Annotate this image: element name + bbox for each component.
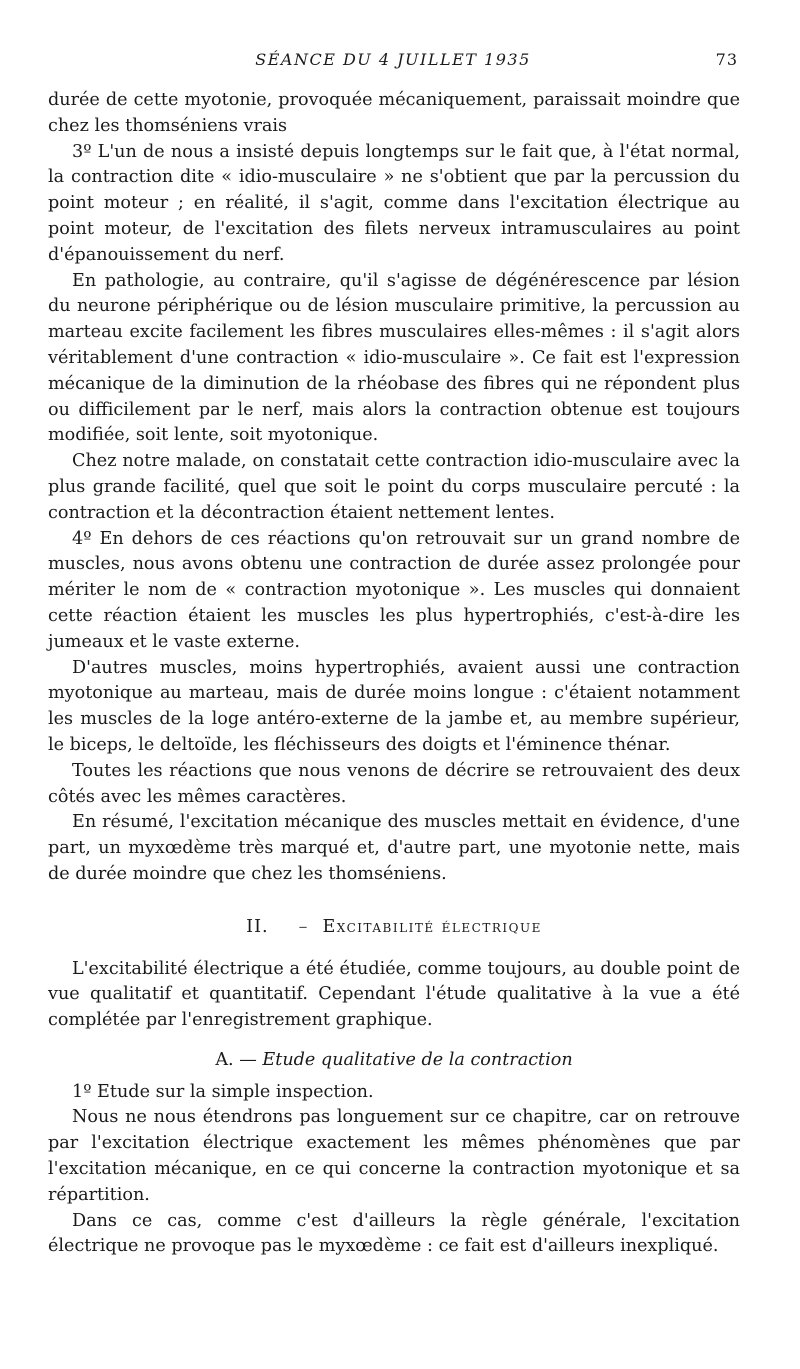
paragraph: durée de cette myotonie, provoquée mécaniquement, paraissait moindre que chez les thomséniens vrais [48,90,740,136]
paragraph: 4º En dehors de ces réactions qu'on retrouvait sur un grand nombre de muscles, nous avons obtenu une contraction de durée assez prolongée pour mériter le nom de « contraction myotonique ». Les muscles qui donnaient cette réaction étaient les muscles les plus hypertrophiés, c'est-à-dire les jumeaux et le vaste externe. [48,528,740,652]
running-head [48,50,738,72]
section-title: Excitabilité électrique [322,916,542,937]
paragraph: D'autres muscles, moins hypertrophiés, avaient aussi une contraction myotonique au marteau, mais de durée moins longue : c'étaient notamment les muscles de la loge antéro-externe de la jambe et, au membre supérieur, le biceps, le deltoïde, les fléchisseurs des doigts et l'éminence thénar. [48,657,740,755]
section-intro: L'excitabilité électrique a été étudiée, comme toujours, au double point de vue qualitatif et quantitatif. Cependant l'étude qualitative à la vue a été complétée par l'enregistrement graphique. [48,958,740,1031]
section-heading [48,915,740,941]
paragraph: En pathologie, au contraire, qu'il s'agisse de dégénérescence par lésion du neurone périphérique ou de lésion musculaire primitive, la percussion au marteau excite facilement les fibres musculaires elles-mêmes : il s'agit alors véritablement d'une contraction « idio-musculaire ». Ce fait est l'expression mécanique de la diminution de la rhéobase des fibres qui ne répondent plus ou difficilement par le nerf, mais alors la contraction obtenue est toujours modifiée, soit lente, soit myotonique. [48,270,740,446]
paragraph: Dans ce cas, comme c'est d'ailleurs la règle générale, l'excitation électrique ne provoque pas le myxœdème : ce fait est d'ailleurs inexpliqué. [48,1210,740,1257]
paragraph: En résumé, l'excitation mécanique des muscles mettait en évidence, d'une part, un myxœdème très marqué et, d'autre part, une myotonie nette, mais de durée moindre que chez les thomséniens. [48,812,740,884]
paragraph: Toutes les réactions que nous venons de décrire se retrouvaient des deux côtés avec les mêmes caractères. [48,760,740,807]
page-number: 73 [715,50,738,69]
subsection-heading [48,1048,740,1074]
subsection-label: A. [215,1049,234,1070]
running-title: SÉANCE DU 4 JUILLET 1935 [255,50,531,69]
paragraph: 1º Etude sur la simple inspection. [72,1081,374,1102]
paragraph: 3º L'un de nous a insisté depuis longtemps sur le fait que, à l'état normal, la contraction dite « idio-musculaire » ne s'obtient que par la percussion du point moteur ; en réalité, il s'agit, comme dans l'excitation électrique au point moteur, de l'excitation des filets nerveux intramusculaires au point d'épanouissement du nerf. [48,141,740,265]
body-text [48,88,740,1260]
section-dash: – [298,916,309,937]
subsection-dash: — [239,1049,257,1070]
section-number: II. [246,916,269,937]
paragraph: Chez notre malade, on constatait cette contraction idio-musculaire avec la plus grande facilité, quel que soit le point du corps musculaire percuté : la contraction et la décontraction étaient nettement lentes. [48,451,740,523]
paragraph: Nous ne nous étendrons pas longuement sur ce chapitre, car on retrouve par l'excitation électrique exactement les mêmes phénomènes que par l'excitation mécanique, en ce qui concerne la contraction myotonique et sa répartition. [48,1107,740,1205]
subsection-title: Etude qualitative de la contraction [262,1049,573,1070]
